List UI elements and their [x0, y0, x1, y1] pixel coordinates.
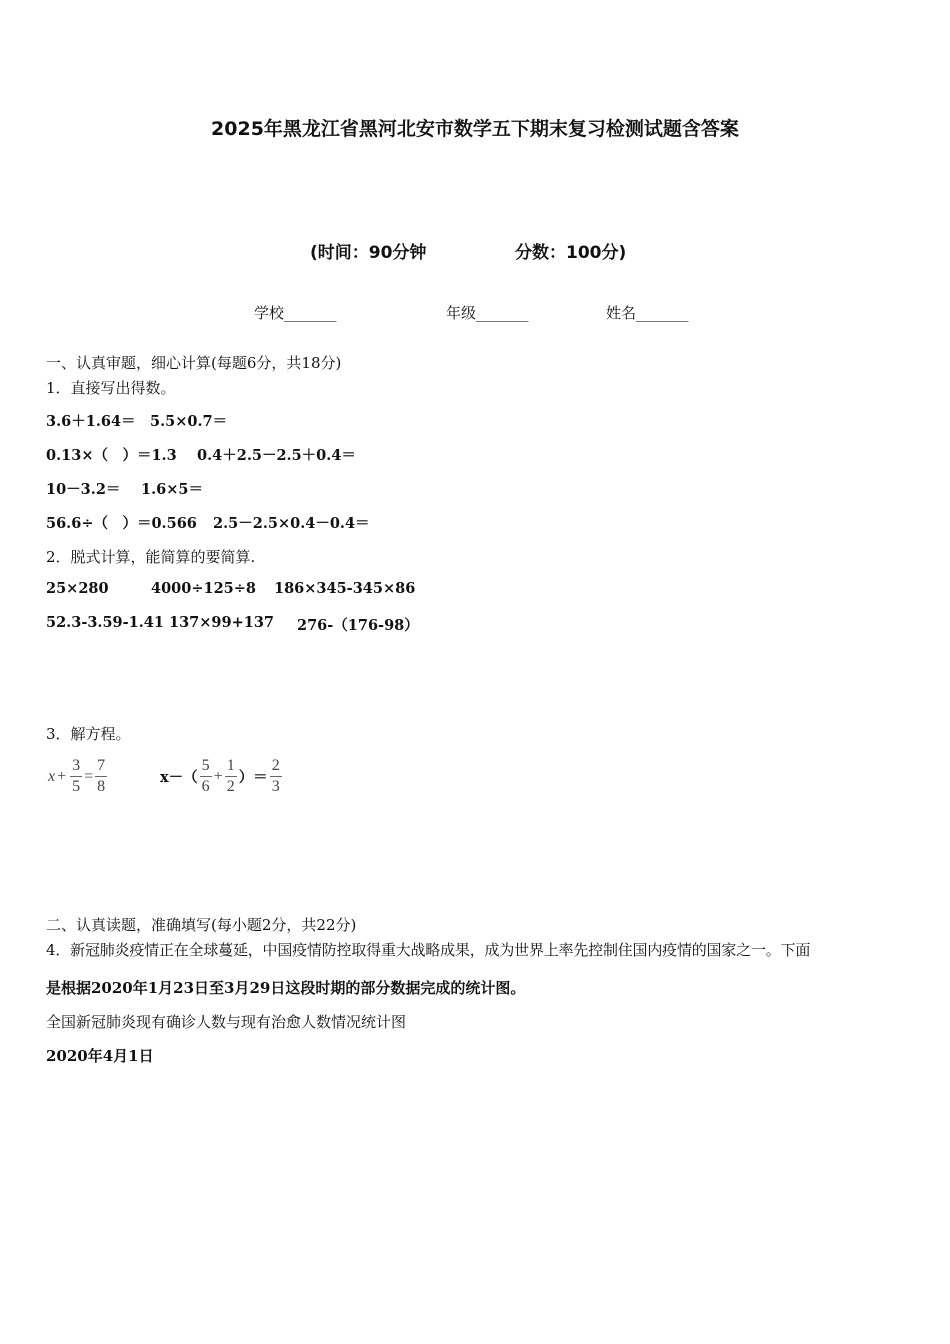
eq2-fraction-c — [270, 756, 282, 797]
eq2-close: ）＝ — [238, 769, 268, 786]
q4-line2: 是根据2020年1月23日至3月29日这段时期的部分数据完成的统计图。 — [46, 979, 526, 997]
numerator: 7 — [95, 756, 107, 777]
q1-item: 5.5×0.7＝ — [150, 413, 228, 430]
q2-item: 25×280 — [46, 580, 109, 597]
q2-item: 186×345-345×86 — [274, 580, 416, 597]
equation-2 — [160, 756, 284, 797]
eq1-variable: x — [48, 767, 56, 785]
equation-1 — [48, 756, 109, 797]
q1-item: 2.5－2.5×0.4－0.4＝ — [213, 515, 370, 532]
exam-score: 分数：100分) — [515, 243, 627, 263]
denominator: 8 — [97, 778, 106, 795]
denominator: 6 — [201, 778, 210, 795]
numerator: 1 — [225, 756, 237, 777]
q2-label: 2．脱式计算，能简算的要简算. — [46, 548, 256, 566]
q2-item: 137×99+137 — [169, 614, 275, 631]
name-field: 姓名_______ — [606, 304, 689, 322]
q1-item: 0.4＋2.5－2.5＋0.4＝ — [197, 447, 356, 464]
eq2-prefix: x－（ — [160, 769, 198, 786]
eq1-plus: + — [57, 767, 67, 785]
q4-line1: 4．新冠肺炎疫情正在全球蔓延，中国疫情防控取得重大战略成果，成为世界上率先控制住国内疫情的国家之一。下面 — [46, 941, 811, 959]
q2-item: 4000÷125÷8 — [151, 580, 257, 597]
numerator: 2 — [270, 756, 282, 777]
q1-item: 3.6＋1.64＝ — [46, 413, 136, 430]
denominator: 3 — [271, 778, 280, 795]
q3-label: 3．解方程。 — [46, 725, 131, 743]
exam-time: (时间：90分钟 — [310, 243, 427, 263]
numerator: 3 — [70, 756, 82, 777]
section2-heading: 二、认真读题，准确填写(每小题2分，共22分) — [46, 916, 357, 934]
q1-item: 56.6÷（ ）＝0.566 — [46, 515, 197, 532]
numerator: 5 — [200, 756, 212, 777]
denominator: 5 — [72, 778, 81, 795]
q2-item: 276-（176-98） — [297, 617, 419, 634]
q1-label: 1．直接写出得数。 — [46, 379, 176, 397]
chart-date: 2020年4月1日 — [46, 1047, 154, 1065]
eq2-plus: + — [213, 767, 223, 785]
school-field: 学校_______ — [254, 304, 337, 322]
eq1-fraction-b — [95, 756, 107, 797]
section1-heading: 一、认真审题，细心计算(每题6分，共18分) — [46, 354, 342, 372]
page-title: 2025年黑龙江省黑河北安市数学五下期末复习检测试题含答案 — [211, 118, 739, 140]
eq2-fraction-a — [200, 756, 212, 797]
q1-item: 0.13×（ ）＝1.3 — [46, 447, 177, 464]
q2-item: 52.3-3.59-1.41 — [46, 614, 164, 631]
denominator: 2 — [226, 778, 235, 795]
grade-field: 年级_______ — [446, 304, 529, 322]
q1-item: 10－3.2＝ — [46, 481, 121, 498]
eq2-fraction-b — [225, 756, 237, 797]
eq1-equals: = — [84, 767, 94, 785]
chart-title: 全国新冠肺炎现有确诊人数与现有治愈人数情况统计图 — [46, 1013, 407, 1031]
eq1-fraction-a — [70, 756, 82, 797]
q1-item: 1.6×5＝ — [141, 481, 203, 498]
